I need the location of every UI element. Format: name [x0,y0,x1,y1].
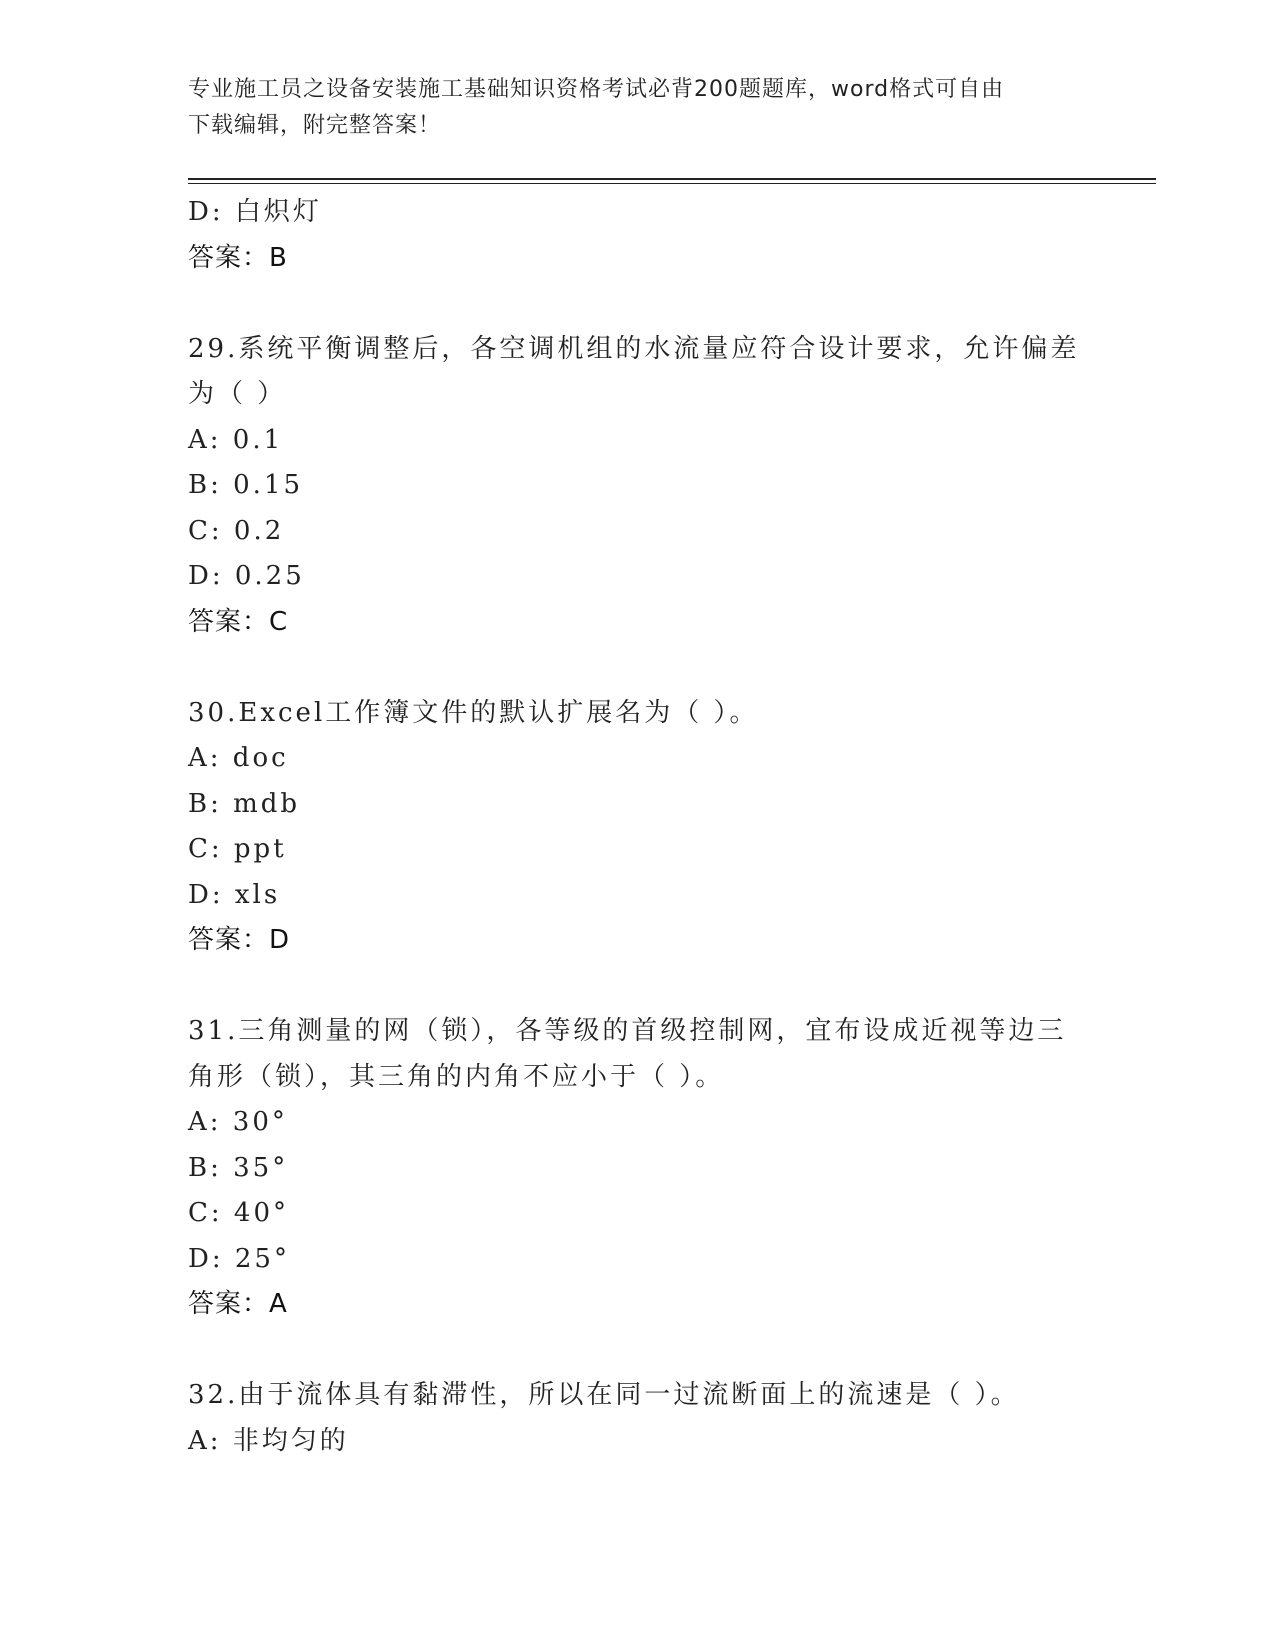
question-stem: 29.系统平衡调整后，各空调机组的水流量应符合设计要求，允许偏差 [188,333,1080,364]
option-b: B: mdb [188,788,301,819]
header-rule-thin [188,183,1156,184]
option-d: D: 25° [188,1243,290,1274]
question-31 [188,1009,1088,1328]
question-stem: 32.由于流体具有黏滞性，所以在同一过流断面上的流速是（ ）。 [188,1380,1020,1410]
option-b: B: 0.15 [188,470,304,500]
document-header [188,72,1068,144]
header-line-2: 下载编辑，附完整答案！ [188,113,442,138]
header-line-1: 专业施工员之设备安装施工基础知识资格考试必背200题题库，word格式可自由 [188,77,1005,102]
question-stem: 31.三角测量的网（锁），各等级的首级控制网，宜布设成近视等边三 [188,1016,1067,1046]
option-a: A: 30° [188,1107,288,1137]
option-c: C: ppt [188,834,287,864]
document-body [188,190,1088,1464]
spacer [188,964,1088,1010]
option-c: C: 0.2 [188,515,285,546]
question-32 [188,1373,1088,1464]
question-30 [188,691,1088,964]
spacer [188,1328,1088,1374]
question-stem: 30.Excel工作簿文件的默认扩展名为（ ）。 [188,697,759,728]
option-d: D: 0.25 [188,561,305,591]
prev-option-d: D: 白炽灯 [188,197,322,227]
prev-answer: 答案：B [188,242,288,273]
option-a: A: doc [188,743,289,773]
option-b: B: 35° [188,1152,289,1183]
question-stem: 角形（锁），其三角的内角不应小于（ ）。 [188,1061,725,1092]
option-a: A: 非均匀的 [188,1425,349,1456]
question-stem: 为（ ） [188,379,287,409]
option-c: C: 40° [188,1198,290,1228]
spacer [188,645,1088,691]
header-rule-thick [188,178,1156,180]
spacer [188,281,1088,327]
answer: 答案：D [188,925,291,955]
answer: 答案：A [188,1289,288,1319]
option-a: A: 0.1 [188,424,284,455]
answer: 答案：C [188,606,289,637]
question-29 [188,327,1088,646]
option-d: D: xls [188,879,281,910]
